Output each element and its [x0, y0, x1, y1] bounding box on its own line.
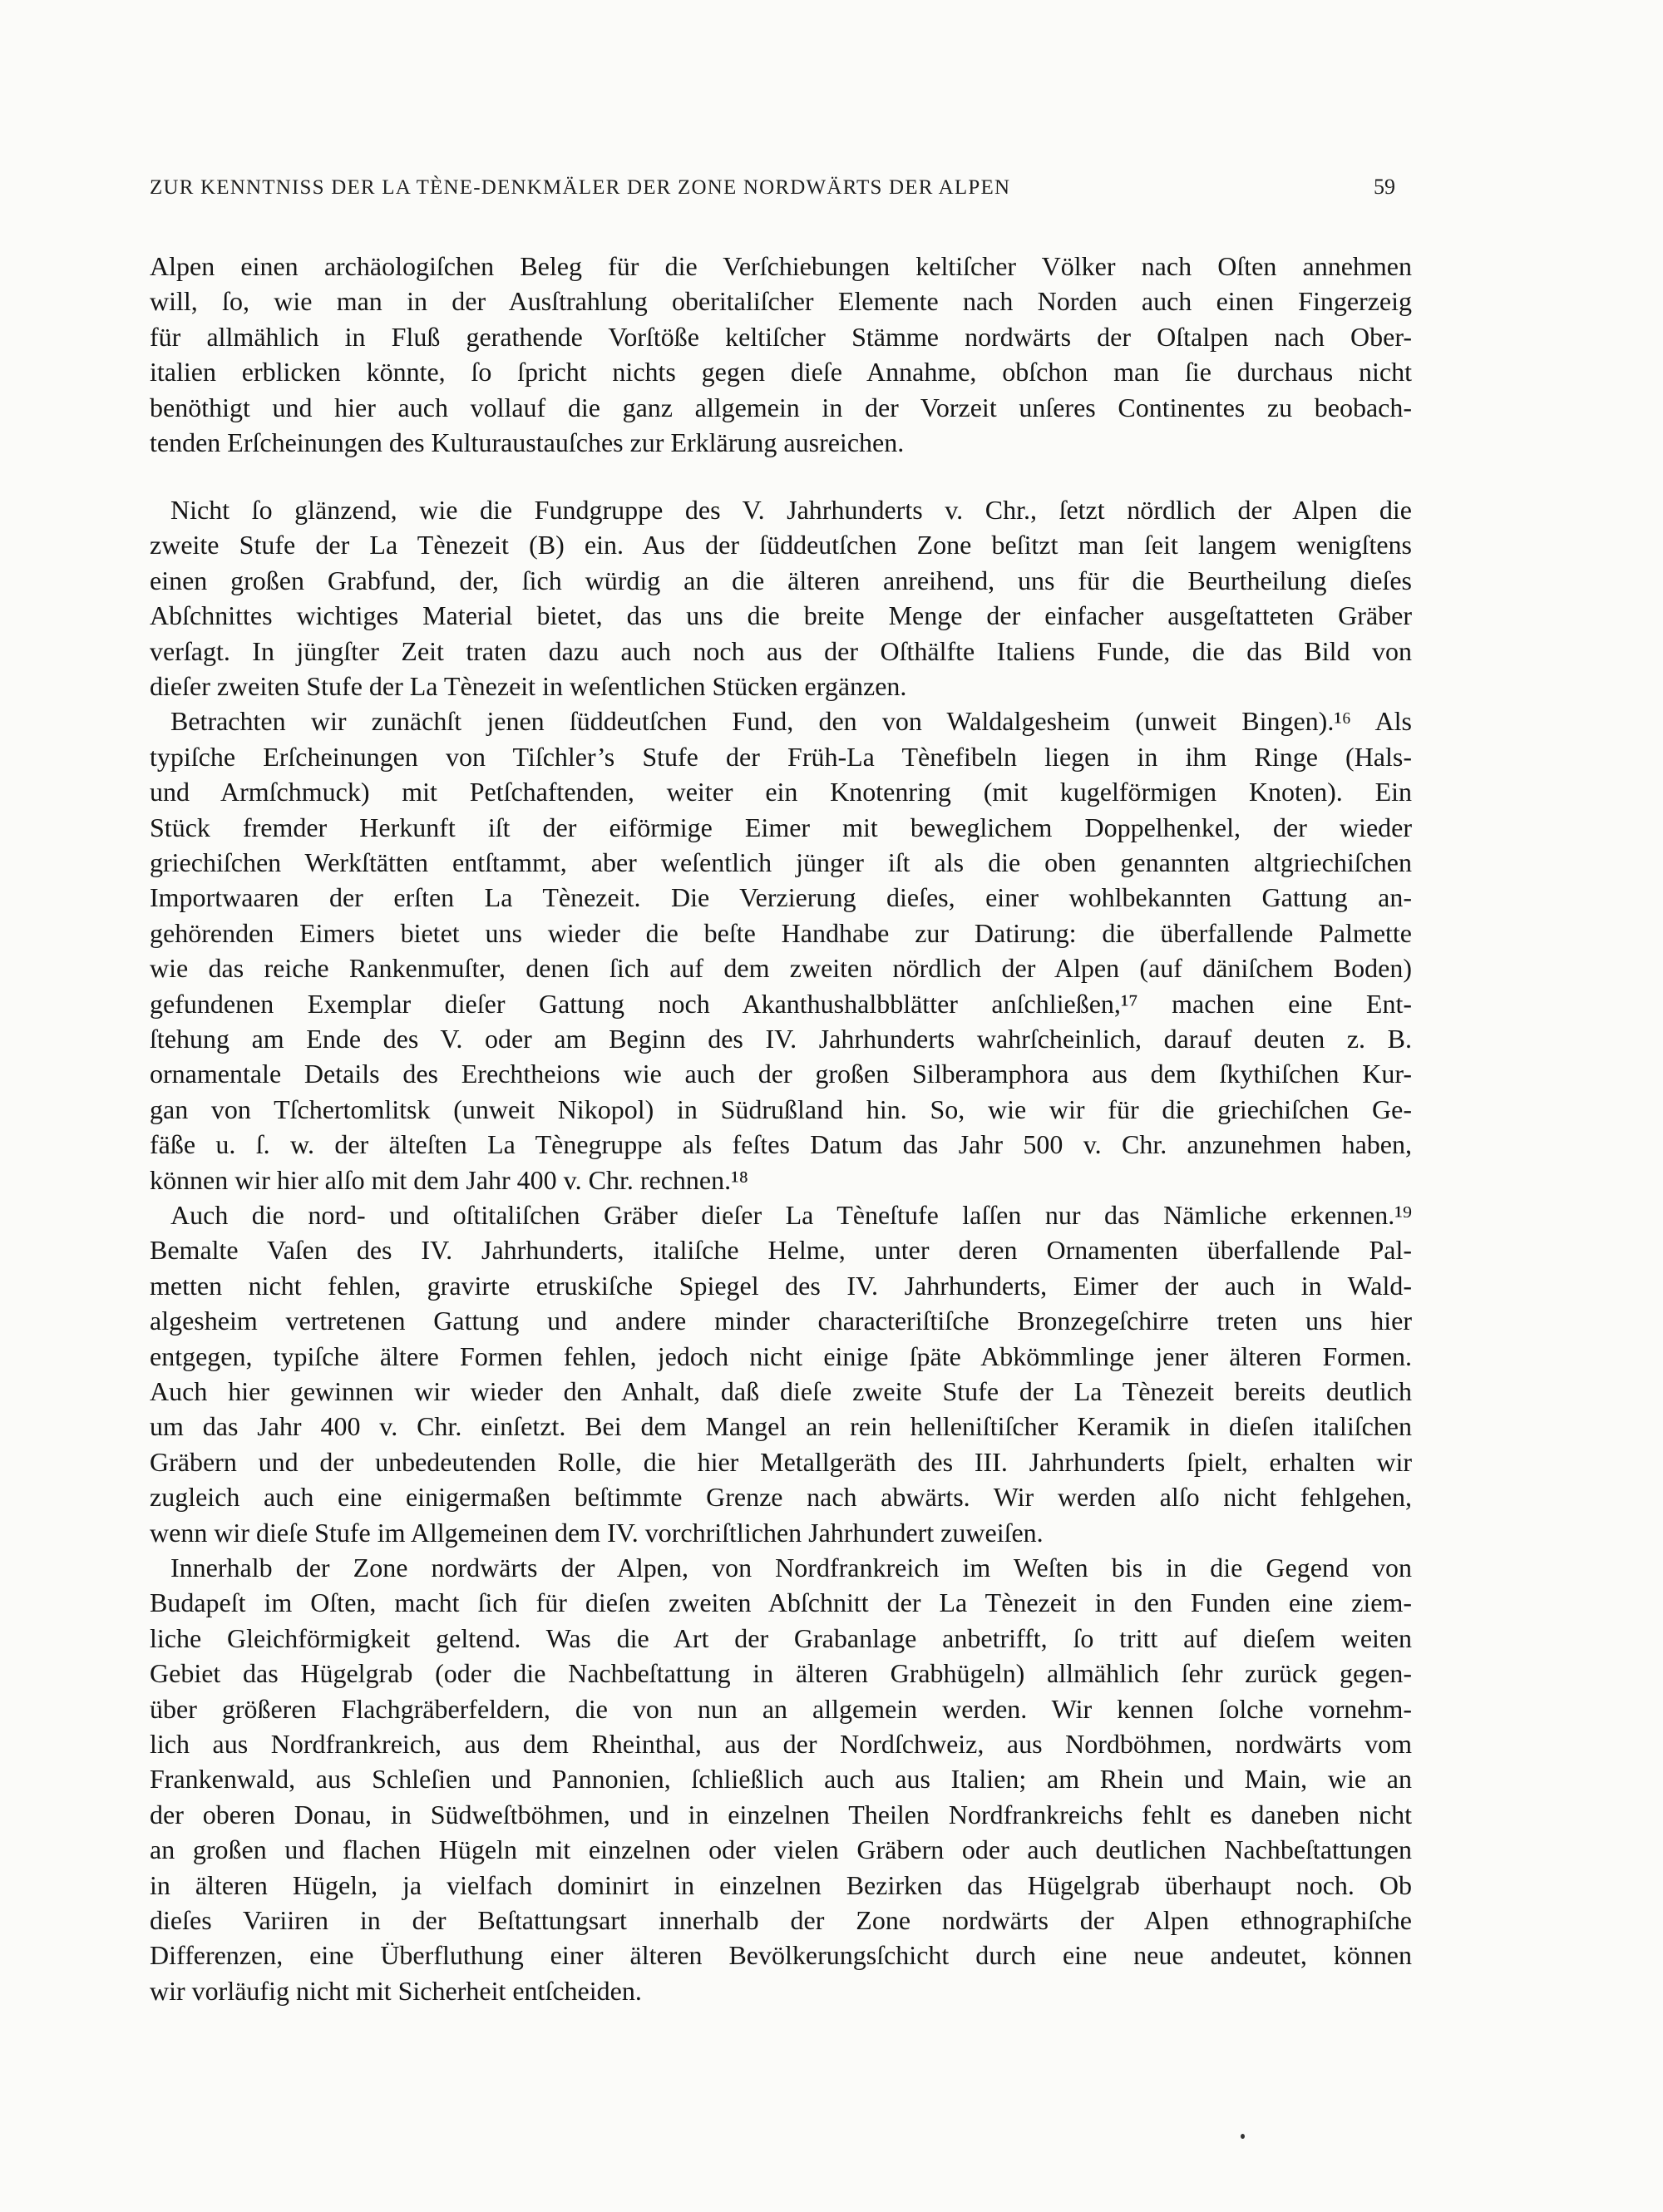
text-line: der oberen Donau, in Südweſtböhmen, und in einzelnen Theilen Nordfrankreichs fehlt es daneben nicht — [150, 1799, 1412, 1829]
text-line: typiſche Erſcheinungen von Tiſchler’s Stufe der Früh-La Tènefibeln liegen in ihm Ringe (Hals- — [150, 741, 1412, 772]
text-line: um das Jahr 400 v. Chr. einſetzt. Bei dem Mangel an rein helleniſtiſcher Keramik in dieſen italiſchen — [150, 1411, 1412, 1442]
text-line: will, ſo, wie man in der Ausſtrahlung oberitaliſcher Elemente nach Norden auch einen Fingerzeig — [150, 286, 1412, 317]
text-line: Alpen einen archäologiſchen Beleg für die Verſchiebungen keltiſcher Völker nach Oſten annehmen — [150, 251, 1412, 281]
text-line: benöthigt und hier auch vollauf die ganz allgemein in der Vorzeit unſeres Continentes zu beobach- — [150, 392, 1412, 422]
text-line: Nicht ſo glänzend, wie die Fundgruppe des V. Jahrhunderts v. Chr., ſetzt nördlich der Alpen die — [170, 495, 1412, 525]
text-line: an großen und flachen Hügeln mit einzelnen oder vielen Gräbern oder auch deutlichen Nachbeſtattungen — [150, 1834, 1412, 1865]
text-line: gehörenden Eimers bietet uns wieder die beſte Handhabe zur Datirung: die überfallende Palmette — [150, 917, 1412, 948]
text-line: verſagt. In jüngſter Zeit traten dazu auch noch aus der Oſthälfte Italiens Funde, die das Bild von — [150, 635, 1412, 666]
page-number: 59 — [1374, 175, 1395, 199]
text-line: zugleich auch eine einigermaßen beſtimmte Grenze nach abwärts. Wir werden alſo nicht fehlgehen, — [150, 1482, 1412, 1513]
text-line: ornamentale Details des Erechtheions wie auch der großen Silberamphora aus dem ſkythiſchen Kur- — [150, 1059, 1412, 1089]
text-line: können wir hier alſo mit dem Jahr 400 v. Chr. rechnen.¹⁸ — [150, 1164, 748, 1195]
text-line: einen großen Grabfund, der, ſich würdig an die älteren anreihend, uns für die Beurtheilung dieſes — [150, 565, 1412, 595]
text-line: gan von Tſchertomlitsk (unweit Nikopol) in Südrußland hin. So, wie wir für die griechiſchen Ge- — [150, 1094, 1412, 1124]
text-line: über größeren Flachgräberfeldern, die von nun an allgemein werden. Wir kennen ſolche vornehm- — [150, 1693, 1412, 1724]
text-line: tenden Erſcheinungen des Kulturaustauſches zur Erklärung ausreichen. — [150, 427, 905, 457]
text-line: für allmählich in Fluß gerathende Vorſtöße keltiſcher Stämme nordwärts der Oſtalpen nach Ober- — [150, 321, 1412, 352]
text-line: fäße u. ſ. w. der älteſten La Tènegruppe als feſtes Datum das Jahr 500 v. Chr. anzunehmen haben, — [150, 1129, 1412, 1160]
text-line: Auch die nord- und oſtitaliſchen Gräber dieſer La Tèneſtufe laſſen nur das Nämliche erkennen.¹⁹ — [170, 1200, 1412, 1230]
text-line: italien erblicken könnte, ſo ſpricht nichts gegen dieſe Annahme, obſchon man ſie durchaus nicht — [150, 357, 1412, 388]
text-line: liche Gleichförmigkeit geltend. Was die Art der Grabanlage anbetrifft, ſo tritt auf dieſem weiten — [150, 1622, 1412, 1653]
text-line: Budapeſt im Oſten, macht ſich für dieſen zweiten Abſchnitt der La Tènezeit in den Funden eine ziem- — [150, 1587, 1412, 1618]
running-title: ZUR KENNTNISS DER LA TÈNE-DENKMÄLER DER ZONE NORDWÄRTS DER ALPEN — [150, 176, 1011, 199]
text-line: wenn wir dieſe Stufe im Allgemeinen dem IV. vorchriſtlichen Jahrhundert zuweiſen. — [150, 1517, 1044, 1548]
scan-speck — [1241, 2134, 1245, 2139]
text-line: Gräbern und der unbedeutenden Rolle, die hier Metallgeräth des III. Jahrhunderts ſpielt, erhalten wir — [150, 1446, 1412, 1477]
text-line: wir vorläufig nicht mit Sicherheit entſcheiden. — [150, 1975, 642, 2006]
text-line: Bemalte Vaſen des IV. Jahrhunderts, italiſche Helme, unter deren Ornamenten überfallende Pal- — [150, 1235, 1412, 1266]
text-line: Stück fremder Herkunft iſt der eiförmige Eimer mit beweglichem Doppelhenkel, der wieder — [150, 812, 1412, 842]
text-line: metten nicht fehlen, gravirte etruskiſche Spiegel des IV. Jahrhunderts, Eimer der auch in Wald- — [150, 1270, 1412, 1301]
text-line: griechiſchen Werkſtätten entſtammt, aber weſentlich jünger iſt als die oben genannten altgriechiſchen — [150, 847, 1412, 877]
text-line: Innerhalb der Zone nordwärts der Alpen, von Nordfrankreich im Weſten bis in die Gegend von — [170, 1553, 1412, 1582]
text-line: ſtehung am Ende des V. oder am Beginn des IV. Jahrhunderts wahrſcheinlich, darauf deuten z. B. — [150, 1024, 1412, 1054]
text-line: Auch hier gewinnen wir wieder den Anhalt, daß dieſe zweite Stufe der La Tènezeit bereits deutlich — [150, 1376, 1412, 1406]
text-line: Frankenwald, aus Schleſien und Pannonien, ſchließlich auch aus Italien; am Rhein und Main, wie an — [150, 1764, 1412, 1795]
text-line: entgegen, typiſche ältere Formen fehlen, jedoch nicht einige ſpäte Abkömmlinge jener älteren Formen. — [150, 1341, 1412, 1371]
text-line: in älteren Hügeln, ja vielfach dominirt in einzelnen Bezirken das Hügelgrab überhaupt noch. Ob — [150, 1869, 1412, 1900]
text-line: Abſchnittes wichtiges Material bietet, das uns die breite Menge der einfacher ausgeſtatteten Gräber — [150, 600, 1412, 631]
text-line: Differenzen, eine Überfluthung einer älteren Bevölkerungsſchicht durch eine neue andeutet, können — [150, 1940, 1412, 1971]
text-line: lich aus Nordfrankreich, aus dem Rheinthal, aus der Nordſchweiz, aus Nordböhmen, nordwärts vom — [150, 1729, 1412, 1759]
text-line: Importwaaren der erſten La Tènezeit. Die Verzierung dieſes, einer wohlbekannten Gattung an- — [150, 882, 1412, 913]
text-line: gefundenen Exemplar dieſer Gattung noch Akanthushalbblätter anſchließen,¹⁷ machen eine Ent- — [150, 988, 1412, 1019]
text-line: Betrachten wir zunächſt jenen ſüddeutſchen Fund, den von Waldalgesheim (unweit Bingen).¹⁶ Als — [170, 706, 1412, 737]
text-line: algesheim vertretenen Gattung und andere minder characteriſtiſche Bronzegeſchirre treten uns hier — [150, 1306, 1412, 1336]
text-line: dieſes Variiren in der Beſtattungsart innerhalb der Zone nordwärts der Alpen ethnographiſche — [150, 1905, 1412, 1935]
text-line: zweite Stufe der La Tènezeit (B) ein. Aus der ſüddeutſchen Zone beſitzt man ſeit langem wenigſtens — [150, 530, 1412, 560]
text-line: und Armſchmuck) mit Petſchaftenden, weiter ein Knotenring (mit kugelförmigen Knoten). Ein — [150, 777, 1412, 807]
text-line: dieſer zweiten Stufe der La Tènezeit in weſentlichen Stücken ergänzen. — [150, 671, 907, 701]
text-line: Gebiet das Hügelgrab (oder die Nachbeſtattung in älteren Grabhügeln) allmählich ſehr zurück gegen- — [150, 1658, 1412, 1689]
text-line: wie das reiche Rankenmuſter, denen ſich auf dem zweiten nördlich der Alpen (auf däniſchem Boden) — [150, 953, 1412, 984]
